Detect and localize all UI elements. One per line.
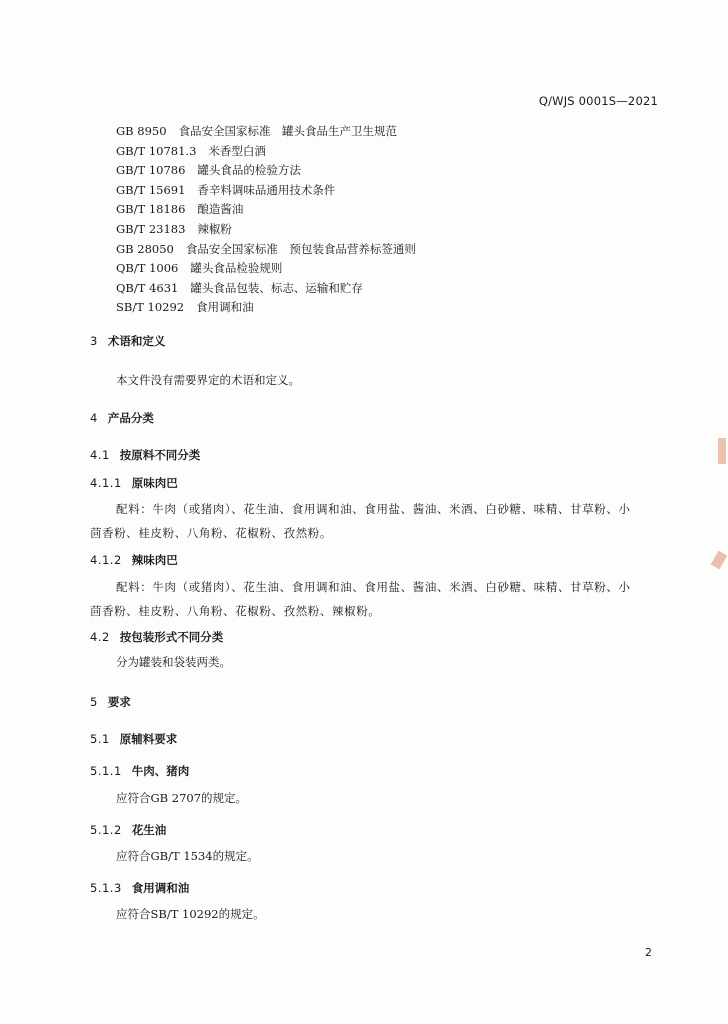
section-title: 原辅料要求: [119, 732, 178, 746]
section-number: 4.1: [90, 448, 110, 462]
section-title: 术语和定义: [107, 334, 166, 348]
reference-title: 食品安全国家标准 罐头食品生产卫生规范: [178, 124, 398, 138]
section-5-1-1-text: 应符合GB 2707的规定。: [116, 791, 248, 805]
section-4-1-heading: [90, 447, 200, 463]
reference-code: GB/T 23183: [116, 221, 186, 236]
reference-item: [116, 200, 416, 220]
reference-title: 香辛料调味品通用技术条件: [197, 182, 336, 197]
section-number: 5.1.2: [90, 823, 122, 837]
section-title: 按原料不同分类: [119, 448, 201, 462]
reference-title: 食用调和油: [196, 300, 254, 315]
section-number: 5.1.3: [90, 881, 122, 895]
reference-code: GB/T 15691: [116, 182, 186, 197]
reference-title: 辣椒粉: [197, 221, 232, 236]
reference-title: 罐头食品的检验方法: [197, 163, 301, 178]
section-title: 原味肉巴: [131, 476, 178, 490]
section-4-1-1-ingredients: [90, 497, 668, 545]
section-number: 5.1: [90, 732, 110, 746]
section-4-heading: [90, 410, 154, 426]
reference-item: [116, 220, 416, 240]
reference-title: 酿造酱油: [197, 202, 244, 217]
section-3-text: 本文件没有需要界定的术语和定义。: [116, 373, 300, 387]
section-number: 4.2: [90, 630, 110, 644]
reference-code: QB/T 4631: [116, 280, 179, 295]
seal-edge-mark: [711, 551, 728, 570]
reference-title: 罐头食品包装、标志、运输和贮存: [190, 280, 363, 295]
reference-item: [116, 161, 416, 181]
section-number: 4.1.2: [90, 553, 122, 567]
reference-code: SB/T 10292: [116, 300, 185, 315]
section-title: 辣味肉巴: [131, 553, 178, 567]
section-4-1-1-heading: [90, 475, 178, 491]
reference-title: 罐头食品检验规则: [190, 261, 283, 276]
reference-code: GB/T 10781.3: [116, 143, 197, 158]
section-title: 要求: [107, 695, 131, 709]
section-4-1-2-ingredients: [90, 575, 668, 623]
section-title: 花生油: [131, 823, 167, 837]
reference-code: GB 8950: [116, 124, 167, 138]
section-5-1-2-text: 应符合GB/T 1534的规定。: [116, 849, 259, 863]
section-number: 3: [90, 334, 98, 348]
reference-code: GB/T 10786: [116, 163, 186, 178]
reference-item: [116, 259, 416, 279]
section-5-1-2-heading: [90, 822, 166, 838]
paragraph-line: 配料：牛肉（或猪肉）、花生油、食用调和油、食用盐、酱油、米酒、白砂糖、味精、甘草粉、小: [116, 502, 631, 516]
reference-item: [116, 298, 416, 318]
reference-code: GB 28050: [116, 241, 174, 256]
reference-title: 食品安全国家标准 预包装食品营养标签通则: [185, 241, 416, 256]
paragraph-line: 配料：牛肉（或猪肉）、花生油、食用调和油、食用盐、酱油、米酒、白砂糖、味精、甘草粉、小: [116, 580, 631, 594]
reference-title: 米香型白酒: [208, 143, 266, 158]
paragraph-line: 茴香粉、桂皮粉、八角粉、花椒粉、孜然粉。: [90, 526, 332, 540]
section-5-heading: [90, 694, 131, 710]
section-title: 食用调和油: [131, 881, 190, 895]
section-title: 产品分类: [107, 411, 154, 425]
reference-item: [116, 181, 416, 201]
document-code: Q/WJS 0001S—2021: [538, 94, 658, 108]
section-4-1-2-heading: [90, 552, 178, 568]
section-number: 5: [90, 695, 98, 709]
section-number: 4.1.1: [90, 476, 122, 490]
section-5-1-3-heading: [90, 880, 189, 896]
section-number: 4: [90, 411, 98, 425]
section-4-2-heading: [90, 629, 223, 645]
reference-item: [116, 142, 416, 162]
section-number: 5.1.1: [90, 764, 122, 778]
reference-item: [116, 240, 416, 260]
section-4-2-text: 分为罐装和袋装两类。: [116, 655, 231, 669]
page-number: 2: [645, 946, 652, 959]
reference-item: [116, 279, 416, 299]
section-title: 按包装形式不同分类: [119, 630, 224, 644]
section-5-1-heading: [90, 731, 177, 747]
reference-code: QB/T 1006: [116, 261, 179, 276]
reference-item: [116, 122, 416, 142]
normative-references-list: [116, 122, 416, 318]
section-title: 牛肉、猪肉: [131, 764, 190, 778]
section-3-heading: [90, 333, 165, 349]
paragraph-line: 茴香粉、桂皮粉、八角粉、花椒粉、孜然粉、辣椒粉。: [90, 604, 381, 618]
section-5-1-3-text: 应符合SB/T 10292的规定。: [116, 907, 265, 921]
reference-code: GB/T 18186: [116, 202, 186, 217]
seal-edge-mark: [718, 438, 726, 464]
section-5-1-1-heading: [90, 763, 189, 779]
